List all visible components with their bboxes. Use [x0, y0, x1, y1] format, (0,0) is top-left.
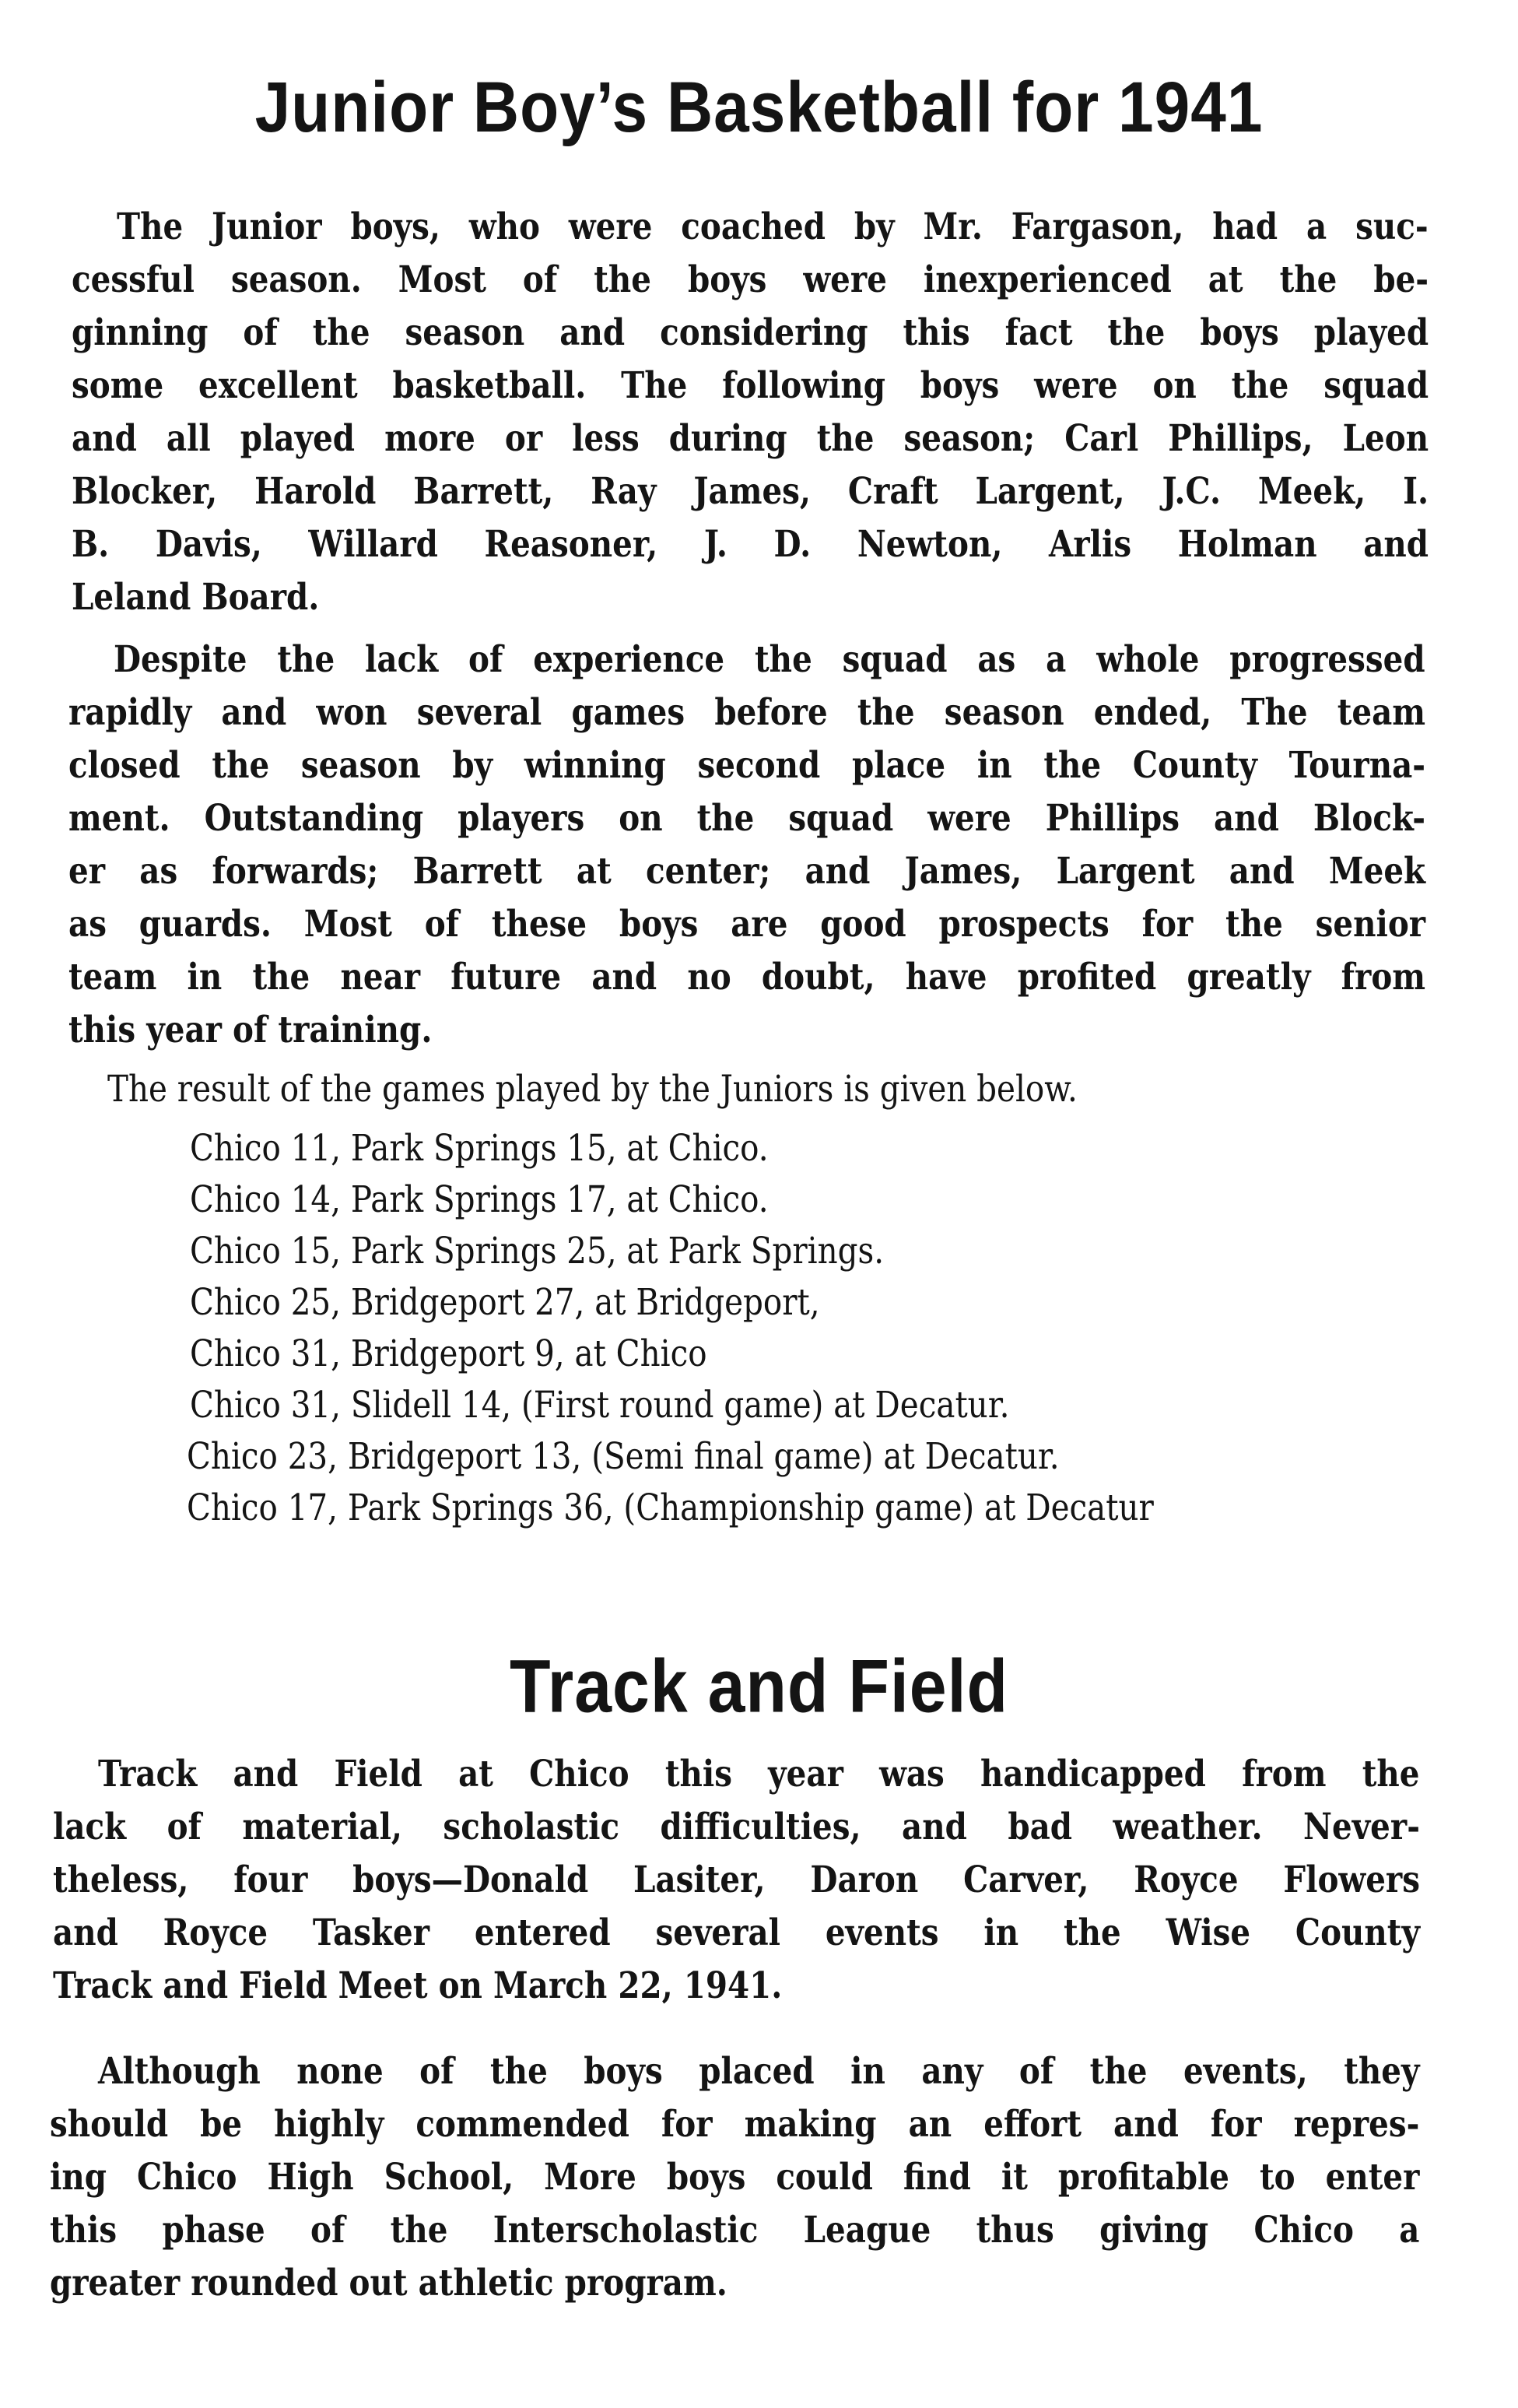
game-result: Chico 31, Bridgeport 9, at Chico [190, 1332, 707, 1375]
game-result: Chico 14, Park Springs 17, at Chico. [190, 1178, 769, 1221]
text-line: Despite the lack of experience the squad as a whole progressed [114, 638, 1425, 681]
text-line: Although none of the boys placed in any of the events, they [98, 2050, 1420, 2093]
text-line: theless, four boys—Donald Lasiter, Daron Carver, Royce Flowers [53, 1859, 1420, 1901]
text-line: Blocker, Harold Barrett, Ray James, Craft Largent, J.C. Meek, I. [72, 470, 1429, 513]
text-line: should be highly commended for making an effort and for repres- [50, 2103, 1420, 2146]
text-line: lack of material, scholastic difficulties, and bad weather. Never- [53, 1806, 1420, 1848]
text-line: Track and Field Meet on March 22, 1941. [53, 1964, 783, 2007]
text-line: B. Davis, Willard Reasoner, J. D. Newton, Arlis Holman and [72, 523, 1429, 566]
text-line: and all played more or less during the season; Carl Phillips, Leon [72, 417, 1429, 460]
game-result: Chico 31, Slidell 14, (First round game) at Decatur. [190, 1384, 1010, 1427]
text-line: Leland Board. [72, 576, 320, 619]
text-line: cessful season. Most of the boys were inexperienced at the be- [72, 258, 1429, 301]
text-line: this phase of the Interscholastic League thus giving Chico a [50, 2209, 1420, 2252]
game-result: Chico 17, Park Springs 36, (Championship game) at Decatur [187, 1487, 1154, 1529]
basketball-heading: Junior Boy’s Basketball for 1941 [254, 68, 1264, 148]
text-line: some excellent basketball. The following boys were on the squad [72, 364, 1429, 407]
game-result: Chico 23, Bridgeport 13, (Semi final game) at Decatur. [187, 1435, 1060, 1478]
text-line: Track and Field at Chico this year was handicapped from the [98, 1753, 1420, 1795]
text-line: closed the season by winning second place in the County Tourna- [68, 744, 1426, 787]
game-result: Chico 25, Bridgeport 27, at Bridgeport, [190, 1281, 820, 1324]
text-line: this year of training. [68, 1009, 433, 1051]
game-result: Chico 15, Park Springs 25, at Park Springs. [190, 1230, 885, 1272]
results-intro: The result of the games played by the Juniors is given below. [107, 1068, 1078, 1111]
text-line: greater rounded out athletic program. [50, 2262, 727, 2304]
text-line: er as forwards; Barrett at center; and James, Largent and Meek [68, 850, 1426, 893]
text-line: ing Chico High School, More boys could find it profitable to enter [50, 2156, 1420, 2199]
text-line: and Royce Tasker entered several events in the Wise County [53, 1911, 1420, 1954]
text-line: as guards. Most of these boys are good prospects for the senior [68, 903, 1426, 946]
text-line: ginning of the season and considering this fact the boys played [72, 311, 1429, 354]
text-line: The Junior boys, who were coached by Mr. Fargason, had a suc- [117, 205, 1429, 248]
game-result: Chico 11, Park Springs 15, at Chico. [190, 1127, 769, 1170]
text-line: rapidly and won several games before the season ended, The team [68, 691, 1426, 734]
text-line: ment. Outstanding players on the squad were Phillips and Block- [68, 797, 1426, 840]
text-line: team in the near future and no doubt, have profited greatly from [68, 956, 1426, 999]
track-heading: Track and Field [509, 1645, 1009, 1729]
